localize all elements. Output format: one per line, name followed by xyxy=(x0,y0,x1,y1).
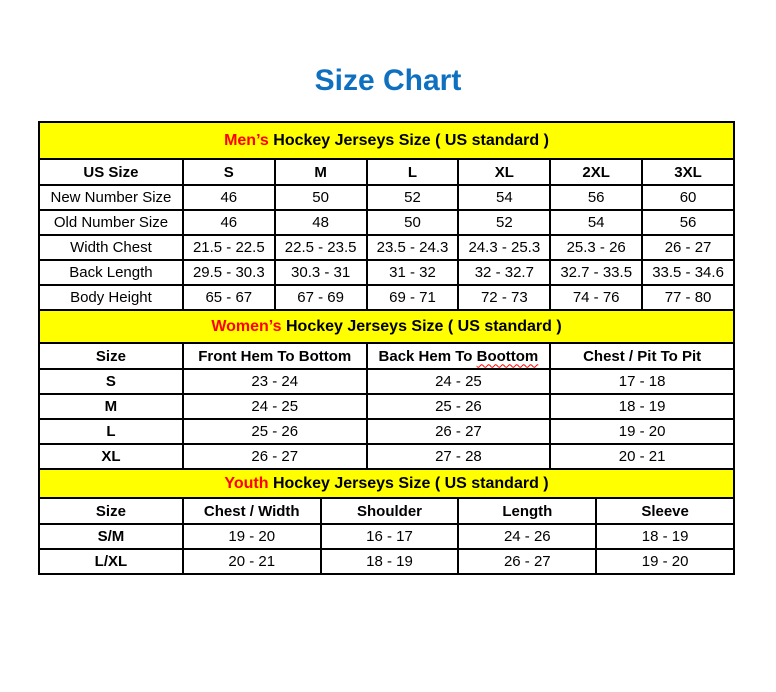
value-cell: 21.5 - 22.5 xyxy=(183,235,275,260)
row-label: S xyxy=(39,369,183,394)
column-header: US Size xyxy=(39,159,183,185)
value-cell: 24 - 25 xyxy=(183,394,367,419)
womens-header-row xyxy=(39,343,734,369)
banner-highlight: Women’s xyxy=(211,317,282,335)
value-cell: 46 xyxy=(183,210,275,235)
table-row xyxy=(39,235,734,260)
value-cell: 29.5 - 30.3 xyxy=(183,260,275,285)
value-cell: 19 - 20 xyxy=(596,549,734,574)
youth-banner-row xyxy=(39,469,734,498)
value-cell: 25 - 26 xyxy=(367,394,551,419)
value-cell: 26 - 27 xyxy=(367,419,551,444)
column-header: 3XL xyxy=(642,159,734,185)
page-title: Size Chart xyxy=(314,64,462,97)
value-cell: 18 - 19 xyxy=(596,524,734,549)
value-cell: 17 - 18 xyxy=(550,369,734,394)
womens-banner xyxy=(39,310,734,343)
banner-rest: Hockey Jerseys Size ( US standard ) xyxy=(281,317,562,335)
table-row xyxy=(39,185,734,210)
value-cell: 69 - 71 xyxy=(367,285,459,310)
value-cell: 19 - 20 xyxy=(550,419,734,444)
banner-rest: Hockey Jerseys Size ( US standard ) xyxy=(268,474,549,492)
column-header: Chest / Width xyxy=(183,498,321,524)
mens-header-row xyxy=(39,159,734,185)
column-header: Sleeve xyxy=(596,498,734,524)
column-header: L xyxy=(367,159,459,185)
value-cell: 23 - 24 xyxy=(183,369,367,394)
value-cell: 50 xyxy=(367,210,459,235)
value-cell: 18 - 19 xyxy=(550,394,734,419)
value-cell: 77 - 80 xyxy=(642,285,734,310)
table-row xyxy=(39,419,734,444)
value-cell: 27 - 28 xyxy=(367,444,551,469)
mens-size-table xyxy=(38,121,735,311)
table-row xyxy=(39,369,734,394)
value-cell: 24 - 25 xyxy=(367,369,551,394)
row-label: L/XL xyxy=(39,549,183,574)
value-cell: 24 - 26 xyxy=(458,524,596,549)
value-cell: 31 - 32 xyxy=(367,260,459,285)
column-header-misspelled: Back Hem To Boottom xyxy=(367,343,551,369)
value-cell: 54 xyxy=(550,210,642,235)
table-row xyxy=(39,210,734,235)
column-header: Size xyxy=(39,498,183,524)
value-cell: 19 - 20 xyxy=(183,524,321,549)
value-cell: 46 xyxy=(183,185,275,210)
value-cell: 33.5 - 34.6 xyxy=(642,260,734,285)
value-cell: 22.5 - 23.5 xyxy=(275,235,367,260)
table-row xyxy=(39,260,734,285)
banner-highlight: Youth xyxy=(224,474,269,492)
table-row xyxy=(39,444,734,469)
column-header: S xyxy=(183,159,275,185)
youth-header-row xyxy=(39,498,734,524)
value-cell: 20 - 21 xyxy=(550,444,734,469)
row-label: S/M xyxy=(39,524,183,549)
youth-size-table xyxy=(38,468,735,575)
value-cell: 32.7 - 33.5 xyxy=(550,260,642,285)
table-row xyxy=(39,394,734,419)
value-cell: 60 xyxy=(642,185,734,210)
mens-banner-row xyxy=(39,122,734,159)
row-label: L xyxy=(39,419,183,444)
table-row xyxy=(39,285,734,310)
row-label: New Number Size xyxy=(39,185,183,210)
value-cell: 56 xyxy=(550,185,642,210)
misspelled-word: Boottom xyxy=(476,347,539,365)
column-header: M xyxy=(275,159,367,185)
column-header: Chest / Pit To Pit xyxy=(550,343,734,369)
value-cell: 25 - 26 xyxy=(183,419,367,444)
value-cell: 26 - 27 xyxy=(458,549,596,574)
size-tables-container xyxy=(38,121,735,575)
value-cell: 16 - 17 xyxy=(321,524,459,549)
value-cell: 52 xyxy=(367,185,459,210)
youth-banner xyxy=(39,469,734,498)
table-row xyxy=(39,524,734,549)
value-cell: 56 xyxy=(642,210,734,235)
value-cell: 24.3 - 25.3 xyxy=(458,235,550,260)
value-cell: 18 - 19 xyxy=(321,549,459,574)
value-cell: 20 - 21 xyxy=(183,549,321,574)
banner-rest: Hockey Jerseys Size ( US standard ) xyxy=(268,131,549,149)
column-header: XL xyxy=(458,159,550,185)
column-header: 2XL xyxy=(550,159,642,185)
value-cell: 74 - 76 xyxy=(550,285,642,310)
column-header: Front Hem To Bottom xyxy=(183,343,367,369)
banner-highlight: Men’s xyxy=(224,131,269,149)
row-label: Body Height xyxy=(39,285,183,310)
column-header: Length xyxy=(458,498,596,524)
womens-size-table xyxy=(38,309,735,470)
value-cell: 67 - 69 xyxy=(275,285,367,310)
value-cell: 50 xyxy=(275,185,367,210)
row-label: XL xyxy=(39,444,183,469)
column-header: Size xyxy=(39,343,183,369)
value-cell: 52 xyxy=(458,210,550,235)
row-label: Old Number Size xyxy=(39,210,183,235)
value-cell: 30.3 - 31 xyxy=(275,260,367,285)
row-label: M xyxy=(39,394,183,419)
column-header: Shoulder xyxy=(321,498,459,524)
value-cell: 65 - 67 xyxy=(183,285,275,310)
value-cell: 32 - 32.7 xyxy=(458,260,550,285)
row-label: Back Length xyxy=(39,260,183,285)
value-cell: 54 xyxy=(458,185,550,210)
value-cell: 26 - 27 xyxy=(642,235,734,260)
row-label: Width Chest xyxy=(39,235,183,260)
value-cell: 48 xyxy=(275,210,367,235)
table-row xyxy=(39,549,734,574)
value-cell: 72 - 73 xyxy=(458,285,550,310)
value-cell: 23.5 - 24.3 xyxy=(367,235,459,260)
mens-banner xyxy=(39,122,734,159)
value-cell: 25.3 - 26 xyxy=(550,235,642,260)
womens-banner-row xyxy=(39,310,734,343)
value-cell: 26 - 27 xyxy=(183,444,367,469)
